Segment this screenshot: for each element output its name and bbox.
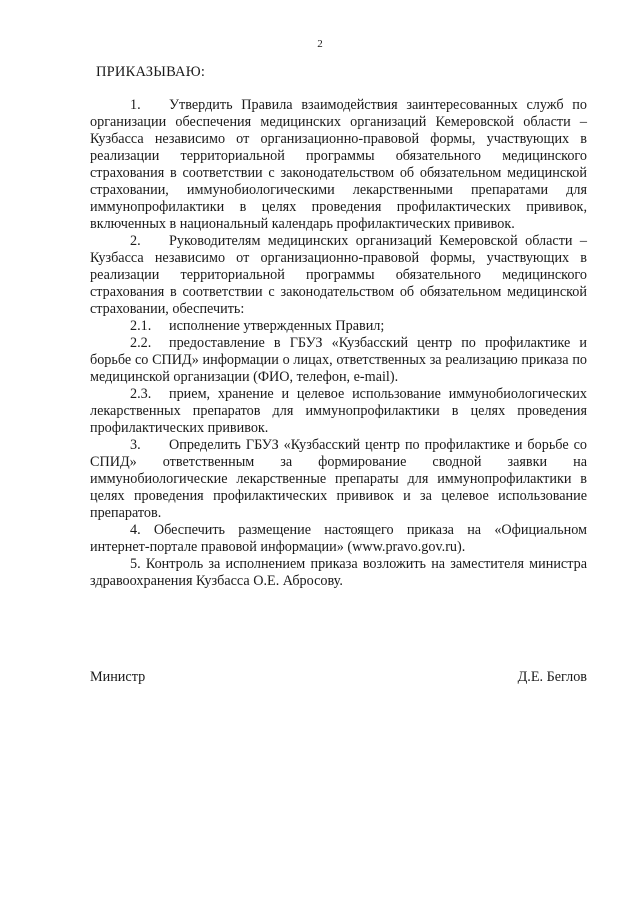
order-item-1 — [90, 97, 587, 233]
item-text: Утвердить Правила взаимодействия заинтересованных служб по организации обеспечения медицинских организаций Кемеровской области – Кузбасса независимо от организационно-правовой формы, участвующих в реализации территориальной программы обязательного медицинского страхования в соответствии с законодательством об обязательном медицинской страховании, иммунобиологическими лекарственными препаратами для иммунопрофилактики в целях проведения профилактических прививок, включенных в национальный календарь профилактических прививок. — [90, 97, 587, 232]
order-item-2-2 — [90, 335, 587, 386]
order-item-4: 4. Обеспечить размещение настоящего приказа на «Официальном интернет-портале правовой информации» (www.pravo.gov.ru). — [90, 522, 587, 555]
order-item-3 — [90, 437, 587, 522]
signatory-name: Д.Е. Беглов — [517, 669, 587, 685]
item-text: Руководителям медицинских организаций Кемеровской области – Кузбасса независимо от организационно-правовой формы, участвующих в реализации территориальной программы обязательного медицинского страхования в соответствии с законодательством об обязательном медицинской страховании, обеспечить: — [90, 233, 587, 317]
item-text: исполнение утвержденных Правил; — [169, 318, 385, 334]
item-text: предоставление в ГБУЗ «Кузбасский центр по профилактике и борьбе со СПИД» информации о лицах, ответственных за реализацию приказа по медицинской организации (ФИО, телефон, e-mail). — [90, 335, 587, 385]
item-text: Определить ГБУЗ «Кузбасский центр по профилактике и борьбе со СПИД» ответственным за формирование сводной заявки на иммунобиологические лекарственные препараты для иммунопрофилактики в целях проведения профилактических прививок и за целевое использование препаратов. — [90, 437, 587, 521]
item-text: прием, хранение и целевое использование иммунобиологических лекарственных препаратов для иммунопрофилактики в целях проведения профилактических прививок. — [90, 386, 587, 436]
item-number: 2.1. — [130, 318, 152, 334]
item-number: 2. — [130, 233, 141, 249]
order-item-2 — [90, 233, 587, 318]
order-item-5: 5. Контроль за исполнением приказа возложить на заместителя министра здравоохранения Кузбасса О.Е. Абросову. — [90, 556, 587, 589]
item-number: 2.2. — [130, 335, 152, 351]
order-item-2-1 — [90, 318, 587, 335]
order-heading: ПРИКАЗЫВАЮ: — [96, 64, 206, 80]
signatory-title: Министр — [90, 669, 146, 685]
item-number: 2.3. — [130, 386, 152, 402]
item-number: 3. — [130, 437, 141, 453]
order-body — [90, 97, 587, 590]
item-number: 1. — [130, 97, 141, 113]
order-item-2-3 — [90, 386, 587, 437]
page-number: 2 — [317, 38, 323, 50]
